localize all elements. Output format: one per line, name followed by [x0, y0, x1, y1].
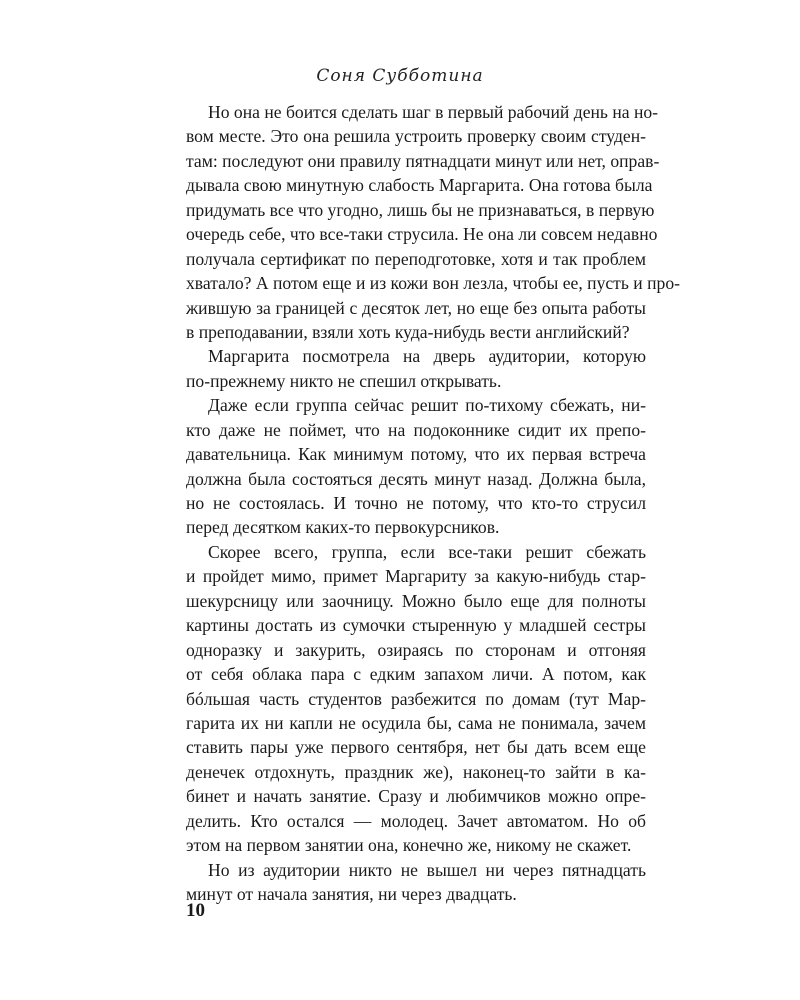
- text-line: очередь себе, что все-таки струсила. Не она ли совсем недавно: [186, 224, 658, 245]
- text-line: гарита их ни капли не осудила бы, сама не понимала, зачем: [186, 712, 646, 733]
- text-line: вом месте. Это она решила устроить проверку своим студен-: [186, 126, 646, 147]
- text-line: получала сертификат по переподготовке, хотя и так проблем: [186, 248, 646, 269]
- text-line: Даже если группа сейчас решит по-тихому сбежать, ни-: [208, 395, 646, 416]
- text-line: бинет и начать занятие. Сразу и любимчиков можно опре-: [186, 786, 646, 807]
- text-line: от себя облака пара с едким запахом личи. А потом, как: [186, 664, 646, 685]
- text-line: одноразку и закурить, озираясь по сторонам и отгоняя: [186, 639, 646, 660]
- text-line: должна была состояться десять минут назад. Должна была,: [186, 468, 646, 489]
- text-line: делить. Кто остался — молодец. Зачет автоматом. Но об: [186, 810, 646, 831]
- body-text: [186, 100, 680, 906]
- text-line: денечек отдохнуть, праздник же), наконец-то зайти в ка-: [186, 761, 646, 782]
- text-line: Но из аудитории никто не вышел ни через пятнадцать: [208, 859, 646, 880]
- text-line: Скорее всего, группа, если все-таки решит сбежать: [208, 541, 646, 562]
- running-head-author: Соня Субботина: [316, 66, 484, 86]
- text-line: но не состоялась. И точно не потому, что кто-то струсил: [186, 493, 646, 513]
- text-line: Маргарита посмотрела на дверь аудитории, которую: [208, 346, 646, 367]
- text-line: жившую за границей с десяток лет, но еще без опыта работы: [186, 297, 646, 318]
- text-line: картины достать из сумочки стыренную у младшей сестры: [186, 615, 646, 636]
- text-line: ставить пары уже первого сентября, нет бы дать всем еще: [186, 737, 646, 758]
- text-line: по-прежнему никто не спешил открывать.: [186, 370, 502, 391]
- text-line: дывала свою минутную слабость Маргарита. Она готова была: [186, 175, 653, 196]
- text-line: хватало? А потом еще и из кожи вон лезла, чтобы ее, пусть и про-: [186, 273, 680, 294]
- text-line: бóльшая часть студентов разбежится по домам (тут Мар-: [186, 688, 646, 709]
- text-line: этом на первом занятии она, конечно же, никому не скажет.: [186, 835, 632, 856]
- text-line: придумать все что угодно, лишь бы не признаваться, в первую: [186, 199, 655, 220]
- text-line: минут от начала занятия, ни через двадцать.: [186, 884, 517, 904]
- text-line: кто даже не поймет, что на подоконнике сидит их препо-: [186, 419, 646, 440]
- text-line: Но она не боится сделать шаг в первый рабочий день на но-: [208, 102, 659, 122]
- text-line: давательница. Как минимум потому, что их первая встреча: [186, 444, 646, 465]
- text-line: перед десятком каких-то первокурсников.: [186, 517, 500, 538]
- text-line: шекурсницу или заочницу. Можно было еще для полноты: [186, 590, 646, 611]
- text-line: в преподавании, взяли хоть куда-нибудь вести английский?: [186, 321, 630, 342]
- text-line: там: последуют они правилу пятнадцати минут или нет, оправ-: [186, 150, 660, 171]
- text-line: и пройдет мимо, примет Маргариту за какую-нибудь стар-: [186, 566, 646, 587]
- page-number: 10: [186, 900, 205, 921]
